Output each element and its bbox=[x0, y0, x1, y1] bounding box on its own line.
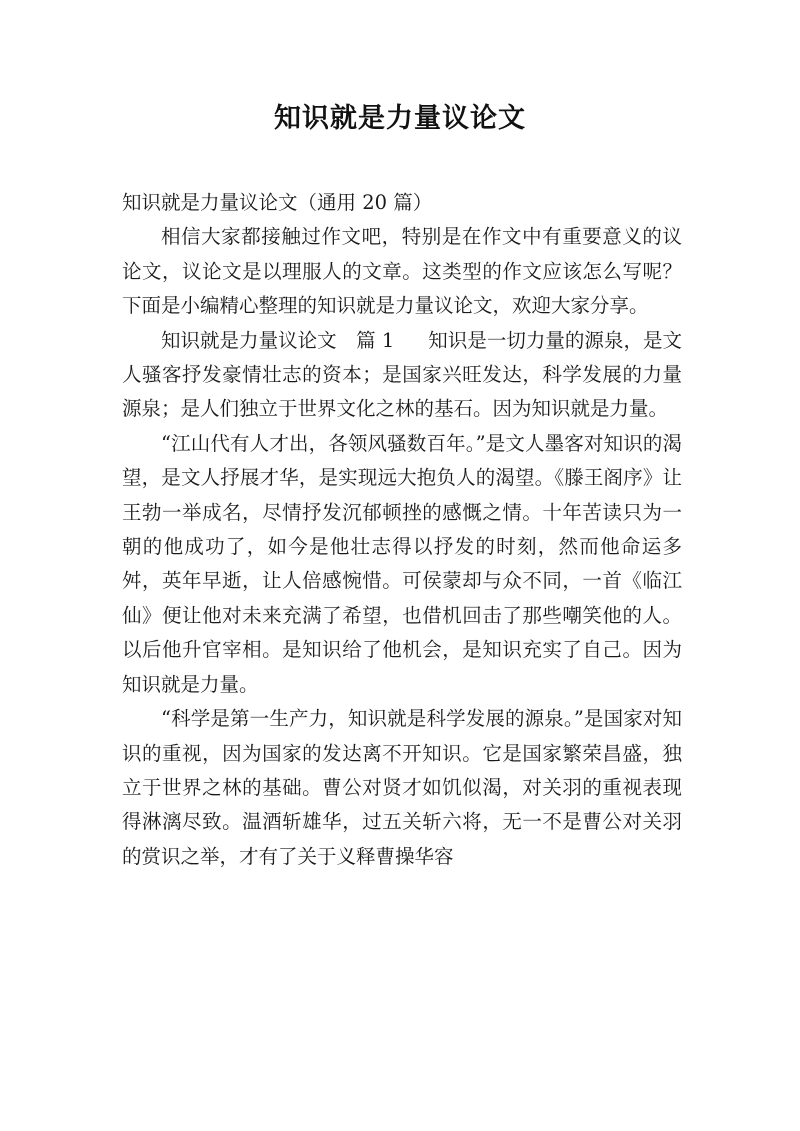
paragraph-2: “江山代有人才出，各领风骚数百年。”是文人墨客对知识的渴望，是文人抒展才华，是实现远大抱负人的渴望。《滕王阁序》让王勃一举成名，尽情抒发沉郁顿挫的感慨之情。十年苦读只为一朝的他成功了，如今是他壮志得以抒发的时刻，然而他命运多舛，英年早逝，让人倍感惋惜。可侯蒙却与众不同，一首《临江仙》便让他对未来充满了希望，也借机回击了那些嘲笑他的人。以后他升官宰相。是知识给了他机会，是知识充实了自己。因为知识就是力量。 bbox=[122, 431, 682, 696]
section-1-paragraph bbox=[122, 324, 682, 427]
document-body bbox=[122, 186, 682, 874]
paragraph-3: “科学是第一生产力，知识就是科学发展的源泉。”是国家对知识的重视，因为国家的发达离不开知识。它是国家繁荣昌盛，独立于世界之林的基础。曹公对贤才如饥似渴，对关羽的重视表现得淋漓尽致。温酒斩雄华，过五关斩六将，无一不是曹公对关羽的赏识之举，才有了关于义释曹操华容 bbox=[122, 707, 682, 868]
intro-paragraph: 相信大家都接触过作文吧，特别是在作文中有重要意义的议论文，议论文是以理服人的文章。这类型的作文应该怎么写呢？下面是小编精心整理的知识就是力量议论文，欢迎大家分享。 bbox=[122, 225, 682, 318]
paragraph-1: 知识是一切力量的源泉，是文人骚客抒发豪情壮志的资本；是国家兴旺发达，科学发展的力量源泉；是人们独立于世界文化之林的基石。因为知识就是力量。 bbox=[122, 328, 682, 421]
document-title: 知识就是力量议论文 bbox=[274, 103, 526, 134]
document-subtitle: 知识就是力量议论文（通用 20 篇） bbox=[122, 191, 433, 214]
section-heading: 知识就是力量议论文 篇 1 bbox=[161, 328, 395, 352]
